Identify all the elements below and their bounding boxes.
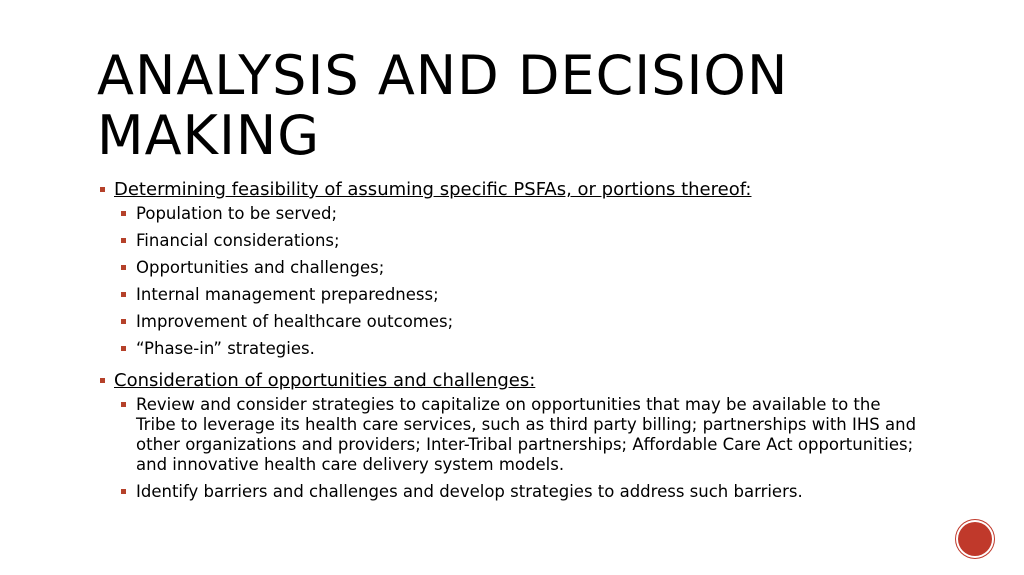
section-feasibility [100,178,920,202]
list-item-text: Population to be served; [136,204,338,223]
list-item [121,285,920,305]
list-item [121,395,920,475]
list-item [121,204,920,224]
square-bullet-icon [121,292,126,297]
list-item-text: Improvement of healthcare outcomes; [136,312,454,331]
square-bullet-icon [121,489,126,494]
slide-number-badge [958,522,992,556]
list-item [121,339,920,359]
list-item-text: Identify barriers and challenges and develop strategies to address such barriers. [136,482,803,501]
square-bullet-icon [100,378,105,383]
square-bullet-icon [121,402,126,407]
square-bullet-icon [121,265,126,270]
slide-title: ANALYSIS AND DECISION MAKING [97,44,789,167]
list-item-text: Financial considerations; [136,231,340,250]
list-item-text: Review and consider strategies to capitalize on opportunities that may be available to the Tribe to leverage its health care services, such as third party billing; partnerships with IHS and other organizations and providers; Inter-Tribal partnerships; Affordable Care Act opportunities; and innovative health care delivery system models. [136,395,917,474]
list-item-text: Internal management preparedness; [136,285,439,304]
list-item-text: “Phase-in” strategies. [136,339,315,358]
square-bullet-icon [121,346,126,351]
list-item [121,231,920,251]
section-heading: Consideration of opportunities and challenges: [114,370,536,391]
list-item [121,312,920,332]
square-bullet-icon [100,187,105,192]
square-bullet-icon [121,211,126,216]
section-heading: Determining feasibility of assuming specific PSFAs, or portions thereof: [114,179,752,200]
section-opportunities [100,369,920,393]
list-item [121,258,920,278]
list-item-text: Opportunities and challenges; [136,258,385,277]
feasibility-list [100,204,920,359]
square-bullet-icon [121,238,126,243]
slide-body [100,178,920,509]
square-bullet-icon [121,319,126,324]
list-item [121,482,920,502]
opportunities-list [100,395,920,502]
